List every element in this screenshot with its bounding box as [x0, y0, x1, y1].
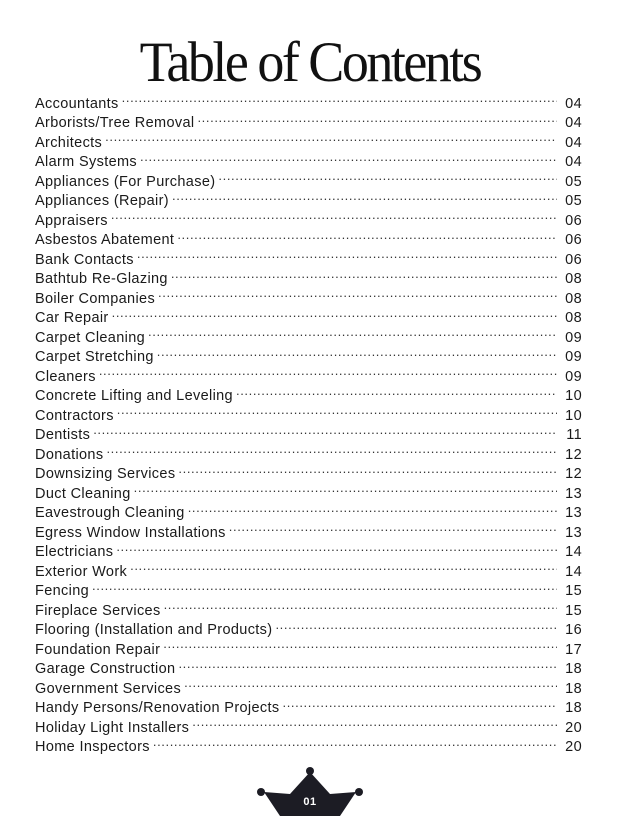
toc-dot-leader: [140, 147, 557, 167]
toc-dot-leader: [105, 127, 557, 147]
toc-dot-leader: [229, 517, 557, 537]
toc-dot-leader: [171, 264, 557, 284]
toc-entry-page: 06: [565, 251, 582, 268]
toc-dot-leader: [178, 459, 557, 479]
toc-dot-leader: [275, 615, 557, 635]
toc-dot-leader: [282, 693, 557, 713]
toc-entry-label: Car Repair: [35, 310, 109, 326]
toc-entry-label: Exterior Work: [35, 563, 128, 580]
toc-entry[interactable]: [35, 439, 582, 463]
toc-entry-page: 09: [565, 368, 582, 385]
toc-entry[interactable]: [35, 381, 582, 404]
toc-entry-label: Home Inspectors: [35, 739, 150, 755]
toc-dot-leader: [137, 244, 557, 264]
toc-dot-leader: [178, 654, 557, 674]
toc-dot-leader: [164, 595, 557, 615]
toc-entry-page: 20: [565, 719, 582, 736]
toc-entry-label: Carpet Cleaning: [35, 329, 146, 346]
footer-page-badge: [254, 766, 366, 818]
toc-entry-page: 08: [565, 290, 582, 307]
toc-dot-leader: [112, 303, 557, 323]
toc-dot-leader: [111, 205, 557, 225]
toc-entry-label: Architects: [35, 134, 103, 151]
toc-dot-leader: [184, 673, 557, 693]
toc-entry[interactable]: [35, 322, 582, 346]
toc-entry-page: 13: [565, 485, 582, 502]
toc-entry[interactable]: [35, 537, 582, 560]
toc-entry-label: Carpet Stretching: [35, 349, 154, 365]
toc-entry-page: 06: [565, 212, 582, 229]
toc-entry-label: Fencing: [35, 583, 90, 599]
toc-dot-leader: [158, 283, 557, 303]
toc-entry-page: 04: [565, 134, 582, 151]
toc-entry-page: 18: [565, 700, 582, 716]
toc-entry-label: Accountants: [35, 95, 119, 112]
toc-dot-leader: [172, 186, 557, 206]
toc-dot-leader: [218, 166, 557, 186]
toc-entry-label: Donations: [35, 446, 104, 463]
toc-entry[interactable]: [35, 595, 582, 619]
toc-entry-label: Contractors: [35, 407, 114, 424]
toc-entry-label: Government Services: [35, 680, 182, 697]
toc-entry-page: 09: [565, 349, 582, 365]
toc-entry-label: Handy Persons/Renovation Projects: [35, 700, 280, 716]
toc-entry-label: Eavestrough Cleaning: [35, 505, 185, 521]
toc-entry-label: Fireplace Services: [35, 602, 161, 619]
toc-dot-leader: [148, 322, 557, 342]
toc-entry-page: 05: [565, 193, 582, 209]
toc-entry[interactable]: [35, 556, 582, 580]
toc-entry-page: 15: [565, 583, 582, 599]
toc-entry-label: Concrete Lifting and Leveling: [35, 388, 233, 404]
toc-entry-label: Arborists/Tree Removal: [35, 115, 195, 131]
toc-dot-leader: [99, 361, 557, 381]
toc-entry-label: Electricians: [35, 544, 114, 560]
toc-entry-label: Flooring (Installation and Products): [35, 622, 273, 638]
toc-entry-page: 12: [565, 466, 582, 482]
toc-entry[interactable]: [35, 225, 582, 248]
page-number: 01: [303, 796, 317, 808]
toc-entry[interactable]: [35, 361, 582, 385]
toc-entry-page: 04: [565, 154, 582, 170]
toc-entry-label: Dentists: [35, 427, 91, 443]
toc-entry-page: 04: [565, 95, 582, 112]
toc-entry-label: Appraisers: [35, 212, 108, 229]
table-of-contents: [35, 88, 582, 755]
crown-icon: [254, 766, 366, 818]
toc-dot-leader: [177, 225, 557, 245]
toc-entry-page: 08: [565, 310, 582, 326]
toc-dot-leader: [93, 420, 557, 440]
toc-entry-label: Foundation Repair: [35, 641, 161, 658]
toc-entry[interactable]: [35, 400, 582, 424]
toc-dot-leader: [116, 537, 557, 557]
toc-dot-leader: [92, 576, 557, 596]
toc-entry-label: Alarm Systems: [35, 154, 138, 170]
toc-dot-leader: [117, 400, 557, 420]
toc-entry-page: 11: [566, 427, 582, 443]
toc-entry-page: 14: [565, 544, 582, 560]
toc-entry[interactable]: [35, 205, 582, 229]
toc-dot-leader: [122, 88, 557, 108]
toc-dot-leader: [157, 342, 557, 362]
toc-entry-page: 08: [565, 271, 582, 287]
toc-entry[interactable]: [35, 127, 582, 151]
toc-entry-page: 13: [565, 524, 582, 541]
toc-dot-leader: [236, 381, 557, 401]
page-title: Table of Contents: [139, 30, 481, 94]
toc-dot-leader: [192, 712, 557, 732]
toc-entry-page: 10: [565, 407, 582, 424]
toc-entry-page: 13: [565, 505, 582, 521]
toc-dot-leader: [197, 108, 557, 128]
toc-entry-page: 10: [565, 388, 582, 404]
toc-entry[interactable]: [35, 88, 582, 112]
toc-entry-page: 18: [565, 661, 582, 677]
toc-entry-page: 18: [565, 680, 582, 697]
toc-dot-leader: [153, 732, 557, 752]
toc-entry-page: 17: [565, 641, 582, 658]
toc-entry-page: 06: [565, 232, 582, 248]
toc-entry-label: Cleaners: [35, 368, 96, 385]
toc-entry-page: 12: [565, 446, 582, 463]
toc-entry-page: 15: [565, 602, 582, 619]
toc-entry[interactable]: [35, 147, 582, 170]
toc-entry-label: Garage Construction: [35, 661, 176, 677]
toc-entry-page: 05: [565, 173, 582, 190]
toc-entry[interactable]: [35, 303, 582, 326]
toc-dot-leader: [188, 498, 557, 518]
toc-dot-leader: [134, 478, 557, 498]
toc-entry-label: Appliances (For Purchase): [35, 173, 216, 190]
toc-entry-label: Boiler Companies: [35, 290, 156, 307]
toc-entry-page: 14: [565, 563, 582, 580]
toc-entry-page: 09: [565, 329, 582, 346]
toc-dot-leader: [106, 439, 557, 459]
toc-entry-label: Appliances (Repair): [35, 193, 169, 209]
toc-entry-label: Duct Cleaning: [35, 485, 131, 502]
toc-entry[interactable]: [35, 459, 582, 482]
toc-entry-page: 20: [565, 739, 582, 755]
toc-entry[interactable]: [35, 576, 582, 599]
toc-entry-label: Downsizing Services: [35, 466, 176, 482]
toc-entry-label: Holiday Light Installers: [35, 719, 190, 736]
toc-dot-leader: [130, 556, 557, 576]
toc-entry-page: 16: [565, 622, 582, 638]
toc-entry-label: Egress Window Installations: [35, 524, 226, 541]
toc-entry[interactable]: [35, 420, 582, 443]
toc-entry-page: 04: [565, 115, 582, 131]
toc-entry-label: Bathtub Re-Glazing: [35, 271, 168, 287]
toc-entry-label: Bank Contacts: [35, 251, 134, 268]
toc-dot-leader: [163, 634, 557, 654]
toc-entry-label: Asbestos Abatement: [35, 232, 175, 248]
